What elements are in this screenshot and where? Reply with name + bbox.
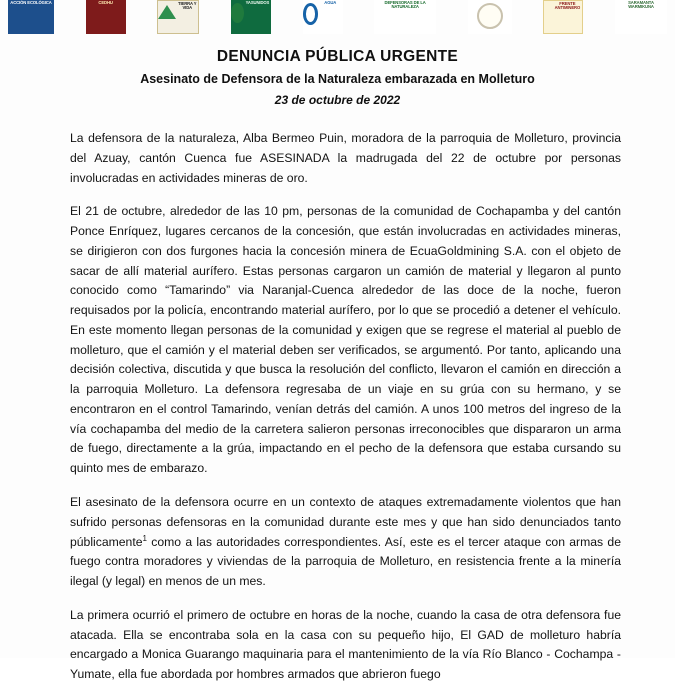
- logo-frente-antiminero: [543, 0, 583, 34]
- document-body: [70, 129, 621, 685]
- logo-cedhu-label: CEDHU: [98, 0, 113, 5]
- paragraph-1: La defensora de la naturaleza, Alba Bermeo Puin, moradora de la parroquia de Molleturo, provincia del Azuay, cantón Cuenca fue ASESINADA la madrugada del 22 de octubre por personas involucradas en actividades mineras de oro.: [70, 131, 621, 185]
- logo-tierra-y-vida: [157, 0, 199, 34]
- seal-circle-icon: [477, 3, 503, 29]
- logo-accion-ecologica: [8, 0, 54, 34]
- paragraph-4: La primera ocurrió el primero de octubre en horas de la noche, cuando la casa de otra defensora fue atacada. Ella se encontraba sola en la casa con su pequeño hijo, El GAD de molleturo habría encargado a Monica Guarango maquinaria para el mantenimiento de la vía Río Blanco - Cochampa -Yumate, ella fue abordada por hombres armados que abrieron fuego: [70, 607, 621, 682]
- logo-saramanta-warmikuna-label: SARAMANTA WARMIKUNA: [628, 0, 654, 10]
- logo-agua-azul-label: AGUA: [324, 0, 337, 5]
- globe-icon: [231, 3, 244, 23]
- logo-saramanta-warmikuna: [615, 0, 667, 34]
- logo-accion-ecologica-label: ACCIÓN ECOLÓGICA: [10, 0, 52, 5]
- logo-yasunidos-label: YASUNIDOS: [245, 0, 270, 5]
- logo-defensoras-naturaleza-label: DEFENSORAS DE LA NATURALEZA: [384, 0, 426, 10]
- page-subtitle: Asesinato de Defensora de la Naturaleza embarazada en Molleturo: [140, 72, 535, 86]
- logo-agua-azul: [303, 0, 343, 34]
- paragraph-2: El 21 de octubre, alrededor de las 10 pm, personas de la comunidad de Cochapamba y del cantón Ponce Enríquez, lugares cercanos de la concesión, que están involucradas en actividades mineras, se dirigieron con dos furgones hacia la concesión minera de EcuaGoldmining S.A. con el objeto de sacar de allí material aurífero. Estas personas cargaron un camión de material y llegaron al punto conocido como “Tamarindo” via Naranjal-Cuenca alrededor de las doce de la noche, fueron requisados por la policía, encontrando material aurífero, por lo que se procedió a detener el vehículo. En este momento llegan personas de la comunidad y exigen que se regrese el material al pueblo de molleturo, que el camión y el material deben ser verificados, se argumentó. Por tanto, aplicando una decisión colectiva, discutida y que busca la resolución del conflicto, llevaron el camión en dirección a la parroquia Molleturo. La defensora regresaba de un viaje en su grúa con su hermano, y se encontraron en el control Tamarindo, venían detrás del camión. A unos 100 metros del ingreso de la vía cochapamba del medio de la carretera salieron personas irreconocibles que dispararon un arma de fuego, directamente a la grúa, impactando en el pecho de la defensora que estaba cursando su quinto mes de embarazo.: [70, 204, 621, 476]
- document-date: 23 de octubre de 2022: [274, 93, 401, 107]
- logo-tierra-y-vida-label: TIERRA Y VIDA: [177, 1, 197, 11]
- logo-cedhu: [86, 0, 126, 34]
- water-ring-icon: [303, 3, 318, 25]
- logo-circular-sello: [468, 0, 512, 34]
- leaf-icon: [158, 5, 176, 19]
- document-header: [0, 48, 675, 107]
- logo-frente-antiminero-label: FRENTE ANTIMINERO: [554, 1, 581, 11]
- logo-defensoras-naturaleza: [374, 0, 436, 34]
- organization-logo-strip: [0, 0, 675, 36]
- logo-yasunidos: [231, 0, 271, 34]
- page-title: DENUNCIA PÚBLICA URGENTE: [216, 48, 459, 65]
- paragraph-3: El asesinato de la defensora ocurre en un contexto de ataques extremadamente violentos que han sufrido personas defensoras en la comunidad durante este mes y que han sido denunciados tanto públicamente$^1$ como a las autoridades correspondientes. Así, este es el tercer ataque con armas de fuego contra moradores y viviendas de la parroquia de Molleturo, en resistencia frente a la minería ilegal (y legal) en menos de un mes.: [70, 495, 621, 589]
